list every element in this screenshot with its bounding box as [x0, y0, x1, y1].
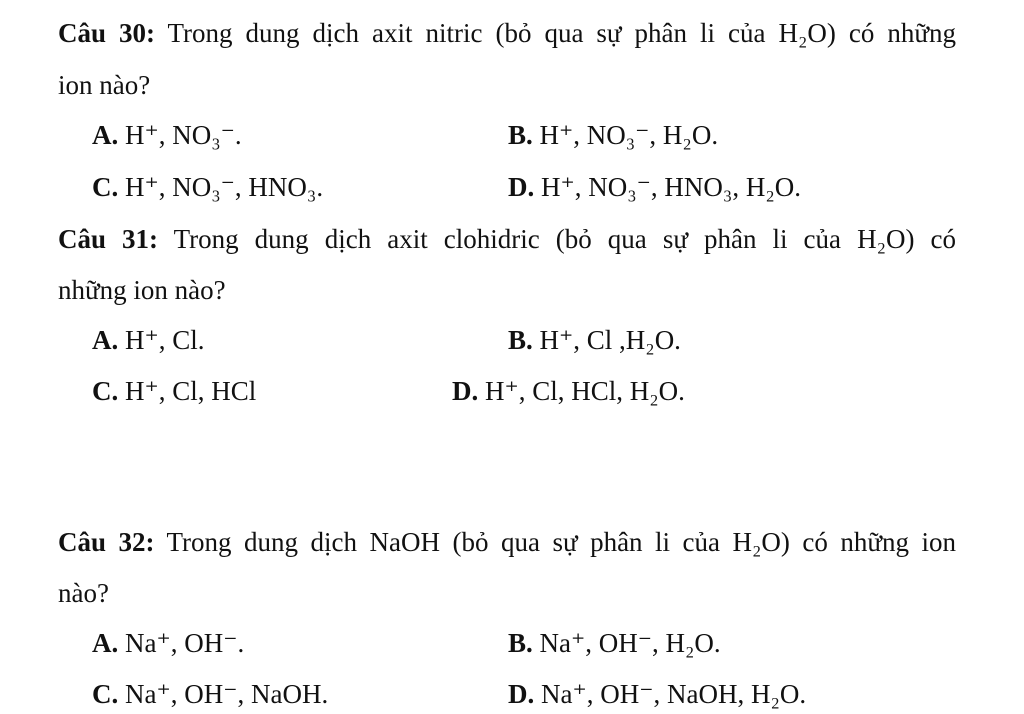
- question-30-text: Trong dung dịch axit nitric (bỏ qua sự phân li của H₂O) có những: [167, 18, 956, 48]
- question-30-line-2: ion nào?: [58, 70, 151, 100]
- question-31-option-b[interactable]: [508, 327, 681, 354]
- option-letter: C.: [92, 172, 119, 202]
- question-32-label: Câu 32:: [58, 527, 155, 557]
- option-letter: B.: [508, 325, 533, 355]
- option-letter: B.: [508, 628, 533, 658]
- question-30-option-a[interactable]: [92, 122, 242, 149]
- question-31-option-a[interactable]: [92, 327, 205, 354]
- option-text: H⁺, Cl, HCl: [125, 376, 257, 406]
- question-30-line-1: [58, 20, 956, 47]
- option-letter: D.: [508, 172, 535, 202]
- option-text: Na⁺, OH⁻.: [125, 628, 245, 658]
- question-31-line-2: những ion nào?: [58, 275, 226, 305]
- option-letter: A.: [92, 325, 119, 355]
- question-32-text: Trong dung dịch NaOH (bỏ qua sự phân li của H₂O) có những ion: [166, 527, 956, 557]
- option-text: H⁺, NO₃⁻.: [125, 120, 242, 150]
- option-text: H⁺, Cl, HCl, H₂O.: [485, 376, 685, 406]
- question-31-option-d[interactable]: [452, 378, 685, 405]
- question-32-option-a[interactable]: [92, 630, 244, 657]
- option-letter: B.: [508, 120, 533, 150]
- question-30-option-c[interactable]: [92, 174, 323, 201]
- option-letter: D.: [508, 679, 535, 709]
- question-31-option-c[interactable]: [92, 378, 256, 405]
- question-32-line-1: [58, 529, 956, 556]
- question-30-option-d[interactable]: [508, 174, 801, 201]
- option-text: H⁺, NO₃⁻, HNO₃, H₂O.: [541, 172, 801, 202]
- option-text: H⁺, Cl.: [125, 325, 205, 355]
- question-31-label: Câu 31:: [58, 224, 159, 254]
- question-31-line-1: [58, 226, 956, 253]
- option-letter: C.: [92, 679, 119, 709]
- question-30-option-b[interactable]: [508, 122, 718, 149]
- option-text: H⁺, Cl ,H₂O.: [539, 325, 681, 355]
- question-32-option-d[interactable]: [508, 681, 806, 708]
- question-32-option-c[interactable]: [92, 681, 328, 708]
- option-letter: A.: [92, 120, 119, 150]
- option-letter: C.: [92, 376, 119, 406]
- option-text: Na⁺, OH⁻, H₂O.: [539, 628, 721, 658]
- question-32-option-b[interactable]: [508, 630, 721, 657]
- option-text: H⁺, NO₃⁻, HNO₃.: [125, 172, 324, 202]
- question-32-line-2: nào?: [58, 578, 109, 608]
- option-letter: D.: [452, 376, 479, 406]
- option-letter: A.: [92, 628, 119, 658]
- option-text: Na⁺, OH⁻, NaOH, H₂O.: [541, 679, 807, 709]
- question-31-text: Trong dung dịch axit clohidric (bỏ qua sự phân li của H₂O) có: [173, 224, 956, 254]
- option-text: Na⁺, OH⁻, NaOH.: [125, 679, 329, 709]
- question-30-label: Câu 30:: [58, 18, 155, 48]
- option-text: H⁺, NO₃⁻, H₂O.: [539, 120, 719, 150]
